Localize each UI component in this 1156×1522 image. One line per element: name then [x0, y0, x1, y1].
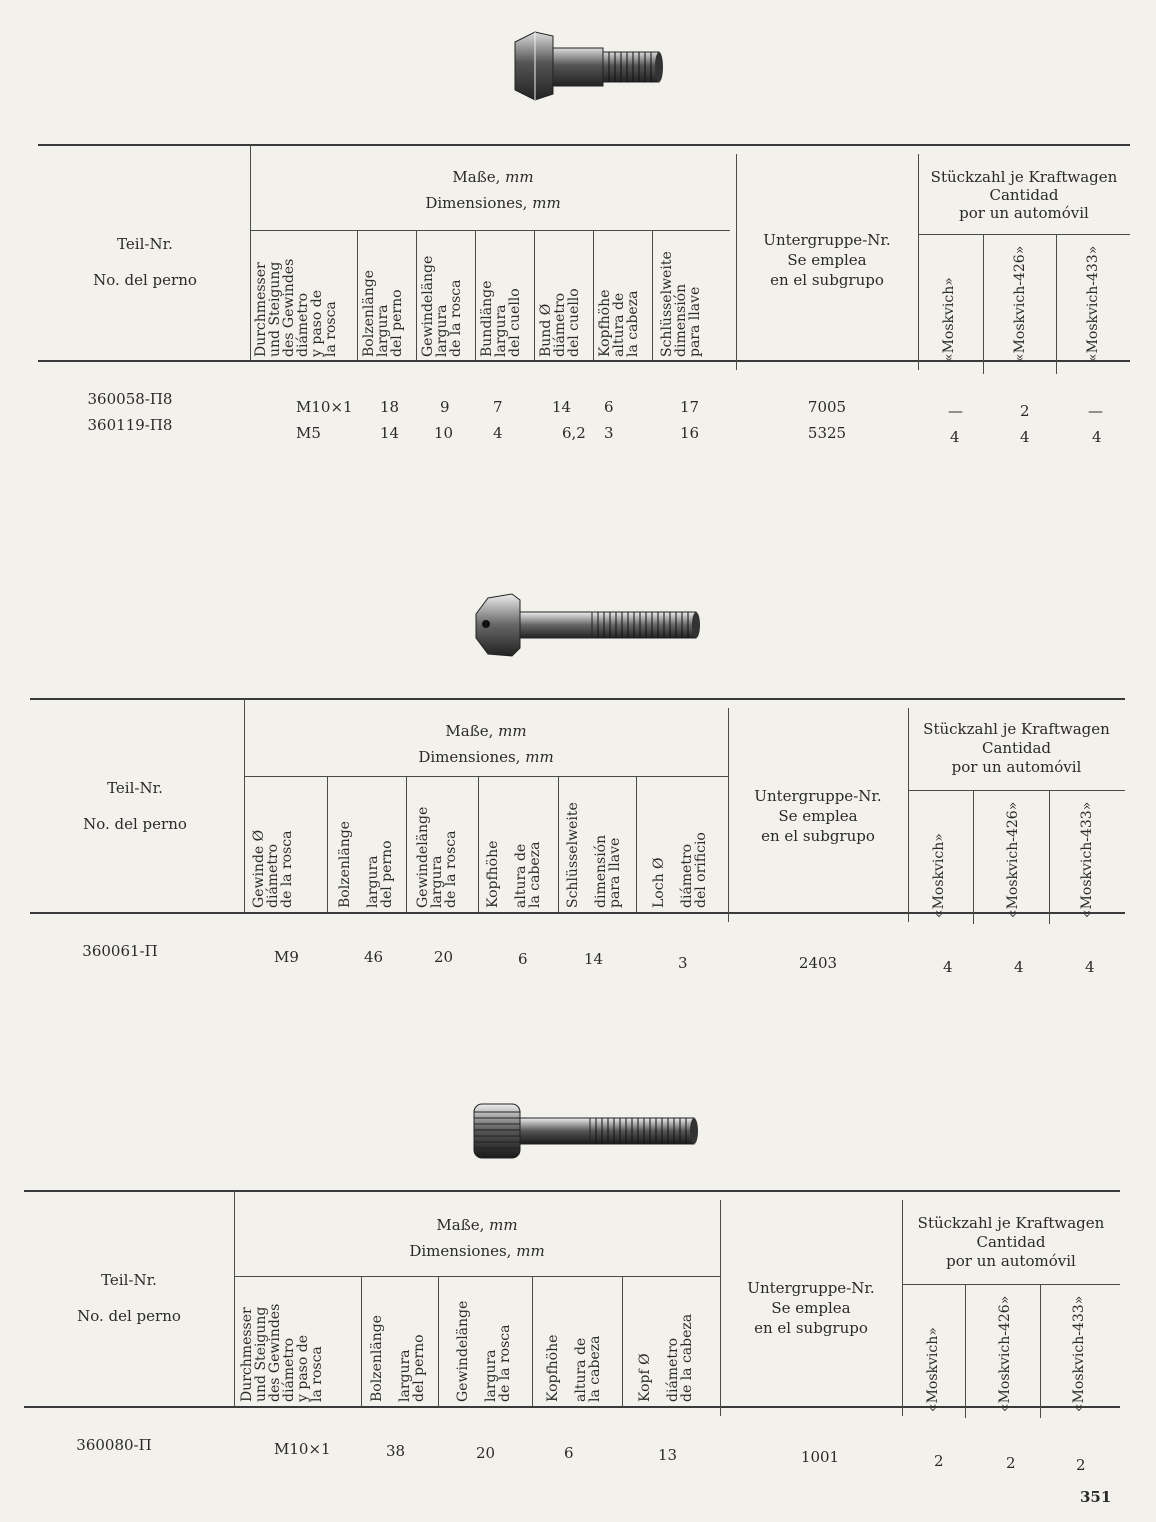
dimensions-header: Maße, mm Dimensiones, mm: [425, 168, 561, 212]
quantity-header: Stückzahl je Kraftwagen Cantidad por un automóvil: [917, 1214, 1105, 1270]
hex-collar-bolt-illustration: [505, 24, 665, 104]
part-no-header: Teil-Nr. No. del perno: [77, 1271, 181, 1325]
dim-col-bolt-length: Bolzenlänge largura del perno: [361, 270, 405, 357]
model-moskvich: «Moskvich»: [941, 277, 957, 362]
dim-col-thread-length: Gewindelänge largura de la rosca: [415, 806, 459, 908]
subgroup-header: Untergruppe-Nr. Se emplea en el subgrupo: [763, 231, 891, 289]
dim-col-thread-length: Gewindelänge largura de la rosca: [455, 1300, 513, 1402]
model-moskvich-426: «Moskvich-426»: [997, 1295, 1013, 1412]
dim-col-head-height: Kopfhöhe altura de la cabeza: [597, 289, 641, 357]
quantity-header: Stückzahl je Kraftwagen Cantidad por un automóvil: [923, 720, 1110, 776]
dim-col-thread-length: Gewindelänge largura de la rosca: [420, 255, 464, 357]
part-no-header: Teil-Nr. No. del perno: [83, 779, 187, 833]
dim-col-head-dia: Kopf Ø diámetro de la cabeza: [637, 1313, 695, 1402]
dim-col-head-height: Kopfhöhe altura de la cabeza: [545, 1334, 603, 1402]
dimensions-header: Maße, mm Dimensiones, mm: [418, 722, 554, 766]
model-moskvich-433: «Moskvich-433»: [1079, 801, 1095, 918]
hex-bolt-with-hole-illustration: [472, 586, 704, 658]
model-moskvich-426: «Moskvich-426»: [1005, 801, 1021, 918]
dim-col-head-height: Kopfhöhe altura de la cabeza: [485, 840, 543, 908]
subgroup-header: Untergruppe-Nr. Se emplea en el subgrupo: [754, 787, 882, 845]
dim-col-thread: Durchmesser und Steigung des Gewindes diámetro y paso de la rosca: [239, 1303, 325, 1402]
model-moskvich-433: «Moskvich-433»: [1085, 245, 1101, 362]
page-number: 351: [1080, 1488, 1112, 1506]
subgroup-header: Untergruppe-Nr. Se emplea en el subgrupo: [747, 1279, 875, 1337]
dim-col-thread: Durchmesser und Steigung des Gewindes diámetro y paso de la rosca: [253, 258, 339, 357]
dim-col-bolt-length: Bolzenlänge largura del perno: [369, 1315, 427, 1402]
part-no-header: Teil-Nr. No. del perno: [93, 235, 197, 289]
socket-head-bolt-illustration: [470, 1098, 702, 1164]
dim-col-bolt-length: Bolzenlänge largura del perno: [337, 821, 395, 908]
dimensions-header: Maße, mm Dimensiones, mm: [409, 1216, 545, 1260]
dim-col-wrench: Schlüsselweite dimensión para llave: [565, 802, 623, 908]
dim-col-thread-dia: Gewinde Ø diámetro de la rosca: [251, 829, 295, 908]
model-moskvich-433: «Moskvich-433»: [1071, 1295, 1087, 1412]
dim-col-collar-dia: Bund Ø diámetro del cuello: [538, 288, 582, 357]
dim-col-collar-length: Bundlänge largura del cuello: [479, 280, 523, 357]
model-moskvich: «Moskvich»: [931, 833, 947, 918]
quantity-header: Stückzahl je Kraftwagen Cantidad por un automóvil: [930, 168, 1118, 222]
dim-col-hole-dia: Loch Ø diámetro del orificio: [651, 832, 709, 908]
model-moskvich: «Moskvich»: [925, 1327, 941, 1412]
dim-col-wrench: Schlüsselweite dimensión para llave: [659, 251, 703, 357]
model-moskvich-426: «Moskvich-426»: [1012, 245, 1028, 362]
